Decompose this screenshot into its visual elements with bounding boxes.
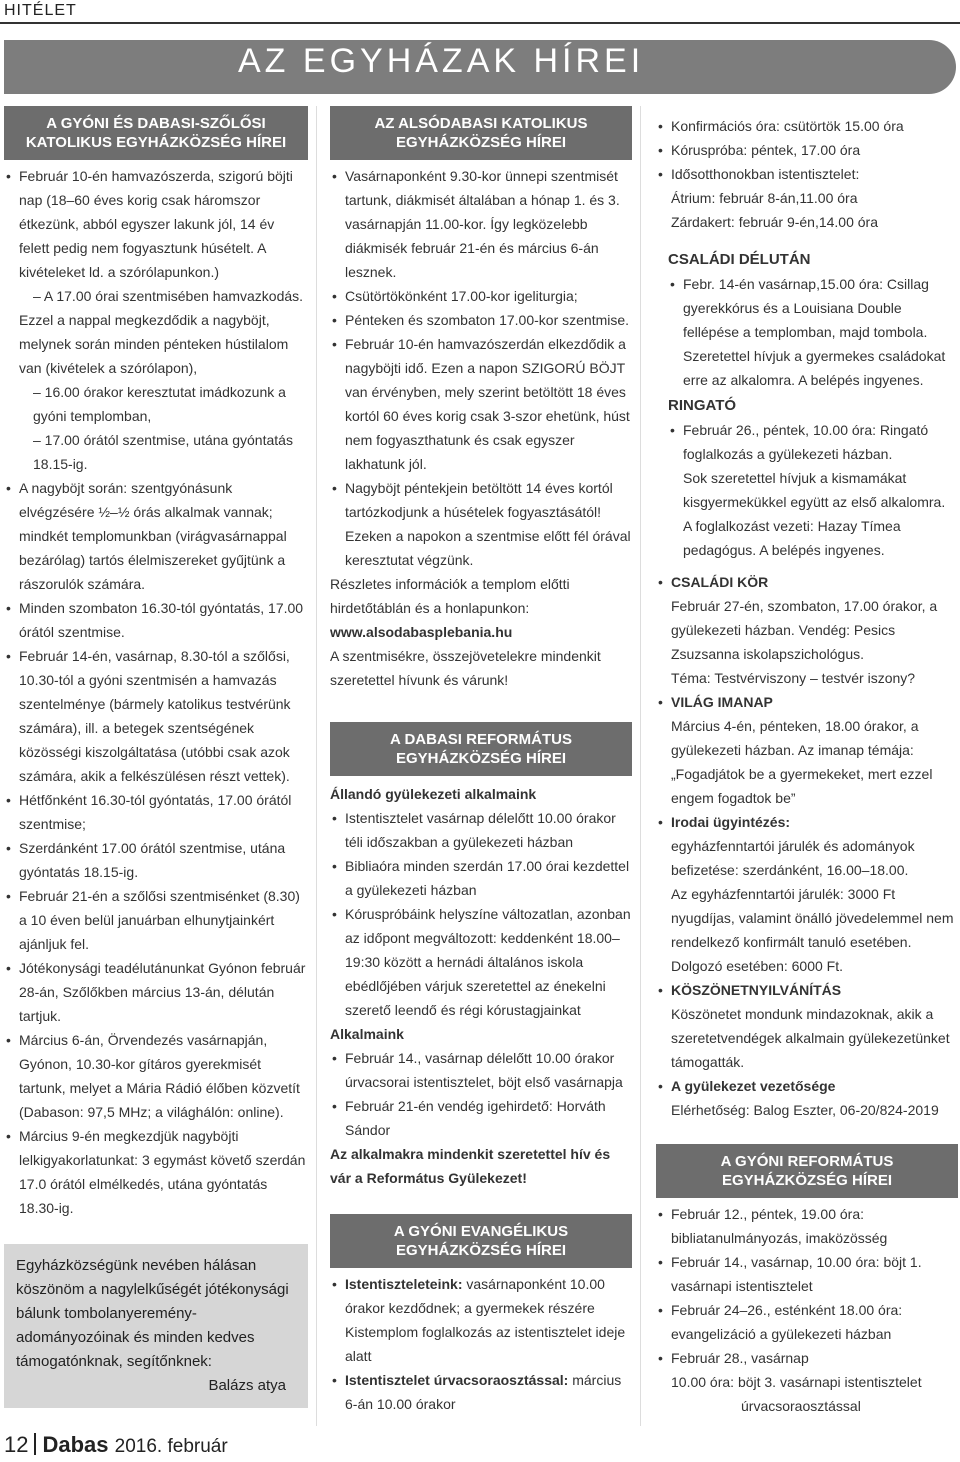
list-item: • Hétfőnként 16.30-tól gyóntatás, 17.00 órától szentmise; (4, 788, 308, 836)
list-item: • Március 6-án, Örvendezés vasárnapján, Gyónon, 10.30-kor gítáros gyerekmisét tartunk, melyet a Mária Rádió élőben közvetít (Dabason: 97,5 MHz; a világhálón: online). (4, 1028, 308, 1124)
list-subitem: Átrium: február 8-án,11.00 óra (671, 190, 858, 206)
col2-list-3 (330, 1046, 632, 1142)
list-item: • Idősotthonokban istentisztelet: Átrium: február 8-án,11.00 óra Zárdakert: február 9-én,14.00 óra (656, 162, 958, 234)
list-item: • Február 14-én, vasárnap, 8.30-tól a szőlősi, 10.30-tól a gyóni szentmisén a hamvazás szentelménye (bármely katolikus testvérünk számára), ill. a betegek szentségének közösségi kiszolgáltatása (utóbbi csak azok számára, akik a felkészülésen részt vettek). (4, 644, 308, 788)
col2-list-2 (330, 806, 632, 1022)
list-item: • Jótékonysági teadélutánunkat Gyónon február 28-án, Szőlőkben március 13-án, délután tartjuk. (4, 956, 308, 1028)
column-divider (640, 106, 641, 1426)
column-2 (330, 106, 632, 1416)
more-info-text: Részletes információk a templom előtti hirdetőtáblán és a honlapunkon: (330, 576, 570, 616)
invitation-text: A szentmisékre, összejövetelekre mindenkit szeretettel hívunk és várunk! (330, 648, 601, 688)
list-subitem: Téma: Testvérviszony – testvér iszony? (671, 670, 916, 686)
list-subitem: úrvacsoraosztással (741, 1398, 861, 1414)
list-item: • Február 14., vasárnap délelőtt 10.00 órakor úrvacsorai istentisztelet, böjt első vasárnapja (330, 1046, 632, 1094)
list-item: • Pénteken és szombaton 17.00-kor szentmise. (330, 308, 632, 332)
issue-date: 2016. február (114, 1436, 228, 1457)
list-item: • A nagyböjt során: szentgyónásunk elvégzésére ½–½ órás alkalmak vannak; mindkét templomunkban (virágvasárnappal bezárólag) tartós élelmiszereket gyűjtünk a rászorulók számára. (4, 476, 308, 596)
list-item: • Csütörtökönként 17.00-kor igeliturgia; (330, 284, 632, 308)
parish-website-link[interactable]: www.alsodabasplebania.hu (330, 624, 513, 640)
list-subitem: – A 17.00 órai szentmisében hamvazkodás. (33, 288, 304, 304)
list-subitem: Zárdakert: február 9-én,14.00 óra (671, 214, 879, 230)
col2-heading-2: A DABASI REFORMÁTUS EGYHÁZKÖZSÉG HÍREI (330, 722, 632, 776)
col3-list-3 (656, 418, 958, 562)
list-item: • Február 21-én a szőlősi szentmisénket (8.30) a 10 éven belül januárban elhunytjainkért ajánljuk fel. (4, 884, 308, 956)
list-subitem: Elérhetőség: Balog Eszter, 06-20/824-2019 (671, 1102, 939, 1118)
banner-title: AZ EGYHÁZAK HÍREI (238, 42, 645, 80)
sub-heading: RINGATÓ (668, 397, 737, 414)
list-subitem: – 17.00 órától szentmise, utána gyóntatás 18.15-ig. (33, 432, 293, 472)
col1-list (4, 164, 308, 1220)
list-item: • Istentisztelet úrvacsoraosztással: március 6-án 10.00 órakor (330, 1368, 632, 1416)
list-subitem: Az egyházfenntartói járulék: 3000 Ft nyugdíjas, valamint önálló jövedelemmel nem rendelkező konfirmált tanuló esetében. Dolgozó esetében: 6000 Ft. (671, 886, 954, 974)
thanks-box (4, 1244, 308, 1408)
col3-heading: A GYÓNI REFORMÁTUS EGYHÁZKÖZSÉG HÍREI (656, 1144, 958, 1198)
list-item: • Istentisztelet vasárnap délelőtt 10.00 órakor téli időszakban a gyülekezeti házban (330, 806, 632, 854)
list-item: • Február 21-én vendég igehirdető: Horváth Sándor (330, 1094, 632, 1142)
list-item: • Február 28., vasárnap 10.00 óra: böjt 3. vasárnapi istentisztelet úrvacsoraosztással (656, 1346, 958, 1418)
magazine-name: Dabas (42, 1432, 109, 1457)
thanks-signature: Balázs atya (208, 1377, 286, 1394)
list-subitem: – 16.00 órakor keresztutat imádkozunk a gyóni templomban, (33, 384, 286, 424)
list-item: • Minden szombaton 16.30-tól gyóntatás, 17.00 órától szentmise. (4, 596, 308, 644)
list-item: • Vasárnaponként 9.30-kor ünnepi szentmisét tartunk, diákmisét általában a hónap 1. és 3. vasárnapján 11.00-kor. Így legközelebb diákmisék február 21-én és március 6-án lesznek. (330, 164, 632, 284)
section-label: HITÉLET (4, 2, 77, 19)
header-rule (0, 22, 960, 24)
list-item: • Szerdánként 17.00 órától szentmise, utána gyóntatás 18.15-ig. (4, 836, 308, 884)
column-3 (656, 114, 958, 1418)
column-1 (4, 106, 308, 1220)
list-subitem: Sok szeretettel hívjuk a kismamákat kisgyermekükkel együtt az első alkalomra. (683, 470, 946, 510)
closing-text: Az alkalmakra mindenkit szeretettel hív és vár a Református Gyülekezet! (330, 1146, 611, 1186)
list-subitem: A foglalkozást vezeti: Hazay Tímea pedagógus. A belépés ingyenes. (683, 518, 901, 558)
list-subitem: Február 27-én, szombaton, 17.00 órakor, a gyülekezeti házban. Vendég: Pesics Zsuzsanna iskolapszichológus. (671, 598, 938, 662)
list-subitem: egyházfenntartói járulék és adományok befizetése: szerdánként, 16.00–18.00. (671, 838, 915, 878)
list-item: • Febr. 14-én vasárnap,15.00 óra: Csillag gyerekkórus és a Louisiana Double fellépése a templomban, majd tombola. Szeretettel hívjuk a gyermekes családokat erre az alkalomra. A belépés ingyenes. (668, 272, 958, 392)
sub-heading: CSALÁDI DÉLUTÁN (668, 251, 811, 268)
list-item: • Február 24–26., esténként 18.00 óra: evangelizáció a gyülekezeti házban (656, 1298, 958, 1346)
list-subitem: Köszönetet mondunk mindazoknak, akik a szeretetvendégek alkalmain gyülekezetünket támogatták. (671, 1006, 950, 1070)
page-footer (4, 1432, 228, 1458)
list-item: • Február 26., péntek, 10.00 óra: Ringató foglalkozás a gyülekezeti házban. Sok szeretettel hívjuk a kismamákat kisgyermekükkel együtt az első alkalomra. A foglalkozást vezeti: Hazay Tímea pedagógus. A belépés ingyenes. (668, 418, 958, 562)
list-item: • Istentiszteleteink: vasárnaponként 10.00 órakor kezdődnek; a gyermekek részére Kistemplom foglalkozás az istentisztelet ideje alatt (330, 1272, 632, 1368)
list-subitem: 10.00 óra: böjt 3. vasárnapi istentisztelet (671, 1374, 922, 1390)
list-item: • Február 14., vasárnap, 10.00 óra: böjt 1. vasárnapi istentisztelet (656, 1250, 958, 1298)
col2-list-1 (330, 164, 632, 572)
list-item: • Konfirmációs óra: csütörtök 15.00 óra (656, 114, 958, 138)
list-item: • VILÁG IMANAP Március 4-én, pénteken, 18.00 órakor, a gyülekezeti házban. Az imanap témája: „Fogadjátok be a gyermekeket, mert ezzel engem fogadtok be” (656, 690, 958, 810)
list-item: • Március 9-én megkezdjük nagyböjti lelkigyakorlatunkat: 3 egymást követő szerdán 17.0 órától elmélkedés, utána gyóntatás 18.30-ig. (4, 1124, 308, 1220)
list-item: • Irodai ügyintézés: egyházfenntartói járulék és adományok befizetése: szerdánként, 16.00–18.00. Az egyházfenntartói járulék: 3000 Ft nyugdíjas, valamint önálló jövedelemmel nem rendelkező konfirmált tanuló esetében. Dolgozó esetében: 6000 Ft. (656, 810, 958, 978)
footer-divider (34, 1433, 36, 1455)
list-item: • A gyülekezet vezetősége Elérhetőség: Balog Eszter, 06-20/824-2019 (656, 1074, 958, 1122)
col3-list-5 (656, 1202, 958, 1418)
col2-heading-1: AZ ALSÓDABASI KATOLIKUS EGYHÁZKÖZSÉG HÍREI (330, 106, 632, 160)
col1-heading: A GYÓNI ÉS DABASI-SZŐLŐSI KATOLIKUS EGYHÁZKÖZSÉG HÍREI (4, 106, 308, 160)
col2-heading-3: A GYÓNI EVANGÉLIKUS EGYHÁZKÖZSÉG HÍREI (330, 1214, 632, 1268)
list-subitem: Szeretettel hívjuk a gyermekes családokat erre az alkalomra. A belépés ingyenes. (683, 348, 946, 388)
thanks-text: Egyházközségünk nevében hálásan köszönöm a nagylelkűségét jótékonysági bálunk tombolanyeremény-adományozóinak és minden kedves támogatónknak, segítőnknek: (16, 1257, 289, 1370)
sub-heading: Alkalmaink (330, 1026, 404, 1042)
list-subitem: Március 4-én, pénteken, 18.00 órakor, a gyülekezeti házban. Az imanap témája: „Fogadjátok be a gyermekeket, mert ezzel engem fogadtok be” (671, 718, 933, 806)
list-item: • Nagyböjt péntekjein betöltött 14 éves kortól tartózkodjunk a húsételek fogyasztásától! Ezeken a napokon a szentmise előtt fél órával keresztutat végzünk. (330, 476, 632, 572)
list-item: • Február 10-én hamvazószerdán elkezdődik a nagyböjti idő. Ezen a napon SZIGORÚ BÖJT van érvényben, mely szerint betöltött 18 éves kortól 60 éves korig csak 3-szor ehetünk, húst nem fogyaszthatunk és csak egyszer lakhatunk jól. (330, 332, 632, 476)
sub-heading: Állandó gyülekezeti alkalmaink (330, 786, 537, 802)
list-subitem: Ezzel a nappal megkezdődik a nagyböjt, melynek során minden pénteken hústilalom van (kivételek a szórólapon), (19, 312, 289, 376)
list-item: • Kóruspróba: péntek, 17.00 óra (656, 138, 958, 162)
list-item: • Február 12., péntek, 19.00 óra: bibliatanulmányozás, imaközösség (656, 1202, 958, 1250)
col2-list-4 (330, 1272, 632, 1416)
list-item: • Február 10-én hamvazószerda, szigorú böjti nap (18–60 éves korig csak háromszor étkezünk, abból egyszer lakunk jól, 14 év felett pedig nem fogyasztunk húsételt. A kivételeket ld. a szórólapunkon.) – A 17.00 órai szentmisében hamvazkodás. Ezzel a nappal megkezdődik a nagyböjt, melynek során minden pénteken hústilalom van (kivételek a szórólapon), – 16.00 órakor keresztutat imádkozunk a gyóni templomban, – 17.00 órától szentmise, utána gyóntatás 18.15-ig. (4, 164, 308, 476)
col3-list-2 (656, 272, 958, 392)
list-item: • KÖSZÖNETNYILVÁNÍTÁS Köszönetet mondunk mindazoknak, akik a szeretetvendégek alkalmain gyülekezetünket támogatták. (656, 978, 958, 1074)
column-divider (316, 106, 317, 1426)
col3-list-1 (656, 114, 958, 234)
col3-list-4 (656, 570, 958, 1122)
page-number: 12 (4, 1432, 29, 1457)
list-item: • Kóruspróbáink helyszíne változatlan, azonban az időpont megváltozott: keddenként 18.00–19:30 között a hernádi általános iskola ebédlőjében várjuk szeretettel az énekelni szerető leendő és régi kórustagjainkat (330, 902, 632, 1022)
list-item: • Bibliaóra minden szerdán 17.00 órai kezdettel a gyülekezeti házban (330, 854, 632, 902)
list-item: • CSALÁDI KÖR Február 27-én, szombaton, 17.00 órakor, a gyülekezeti házban. Vendég: Pesics Zsuzsanna iskolapszichológus. Téma: Testvérviszony – testvér iszony? (656, 570, 958, 690)
